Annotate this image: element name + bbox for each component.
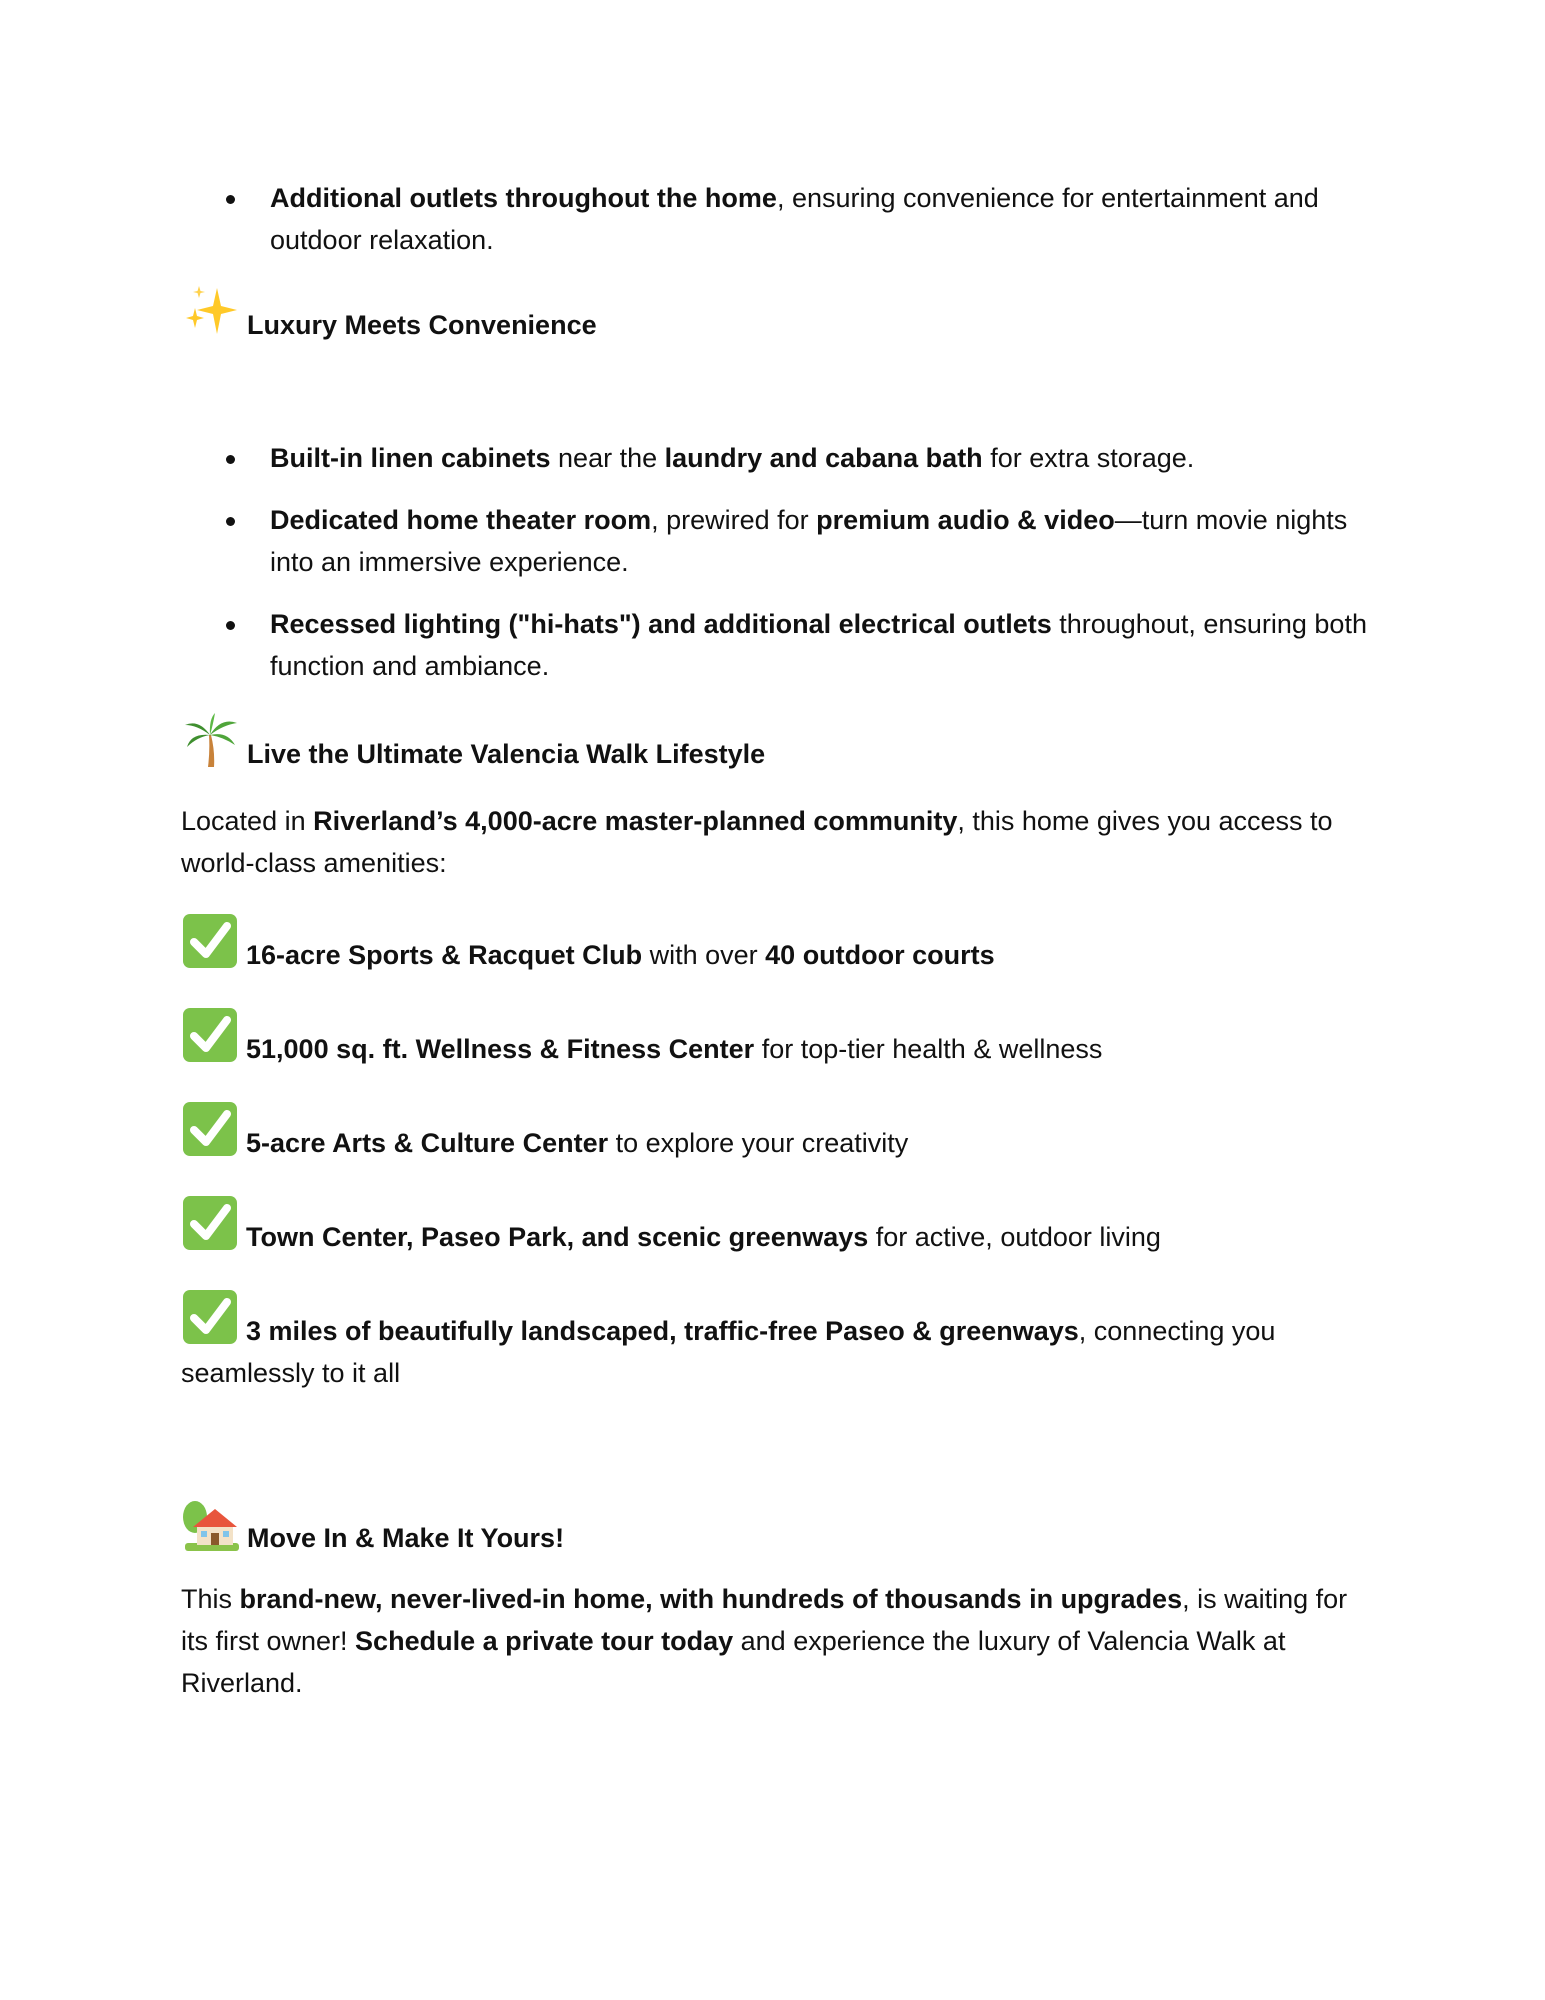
section-heading-move-in: Move In & Make It Yours!: [181, 1495, 564, 1555]
lifestyle-intro-paragraph: Located in Riverland’s 4,000-acre master-planned community, this home gives you access to world-class amenities:: [181, 806, 1333, 878]
sparkles-icon: [181, 282, 241, 342]
list-item: Recessed lighting ("hi-hats") and additional electrical outlets throughout, ensuring both function and ambiance.: [181, 603, 1371, 687]
check-mark-button-icon: [181, 1006, 239, 1064]
list-item: Dedicated home theater room, prewired for premium audio & video—turn movie nights into an immersive experience.: [181, 499, 1371, 583]
amenity-item: Town Center, Paseo Park, and scenic greenways for active, outdoor living: [181, 1194, 1371, 1258]
amenity-item: 16-acre Sports & Racquet Club with over 40 outdoor courts: [181, 912, 1371, 976]
house-with-garden-icon: [181, 1495, 241, 1555]
check-mark-button-icon: [181, 912, 239, 970]
intro-bullet-list: [181, 177, 1371, 261]
list-item: Additional outlets throughout the home, ensuring convenience for entertainment and outdoor relaxation.: [181, 177, 1371, 261]
move-in-paragraph: This brand-new, never-lived-in home, with hundreds of thousands in upgrades, is waiting for its first owner! Schedule a private tour today and experience the luxury of Valencia Walk at Riverland.: [181, 1584, 1348, 1698]
palm-tree-icon: [181, 711, 241, 771]
amenity-item: 51,000 sq. ft. Wellness & Fitness Center for top-tier health & wellness: [181, 1006, 1371, 1070]
check-mark-button-icon: [181, 1194, 239, 1252]
check-mark-button-icon: [181, 1288, 239, 1346]
section-heading-lifestyle: Live the Ultimate Valencia Walk Lifestyle: [181, 711, 765, 771]
luxury-bullet-list: [181, 437, 1371, 687]
section-heading-luxury: Luxury Meets Convenience: [181, 282, 597, 342]
list-item: Built-in linen cabinets near the laundry and cabana bath for extra storage.: [181, 437, 1371, 479]
amenity-item: 3 miles of beautifully landscaped, traffic-free Paseo & greenways, connecting you seamlessly to it all: [181, 1288, 1371, 1394]
amenity-item: 5-acre Arts & Culture Center to explore your creativity: [181, 1100, 1371, 1164]
check-mark-button-icon: [181, 1100, 239, 1158]
